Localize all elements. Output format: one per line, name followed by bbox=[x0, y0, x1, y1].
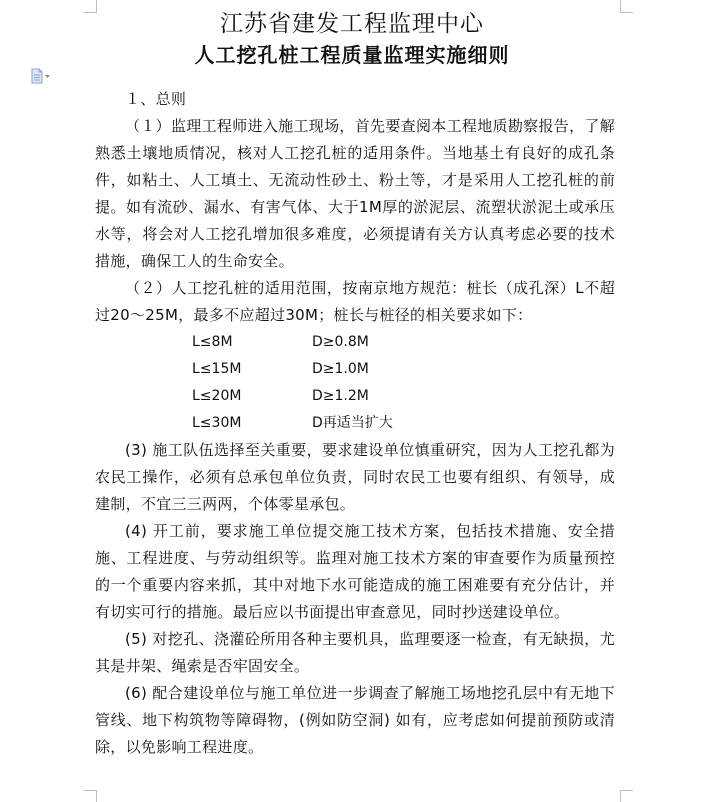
paragraph-6: (6) 配合建设单位与施工单位进一步调查了解施工场地挖孔层中有无地下管线、地下构筑物等障碍物，(例如防空洞) 如有，应考虑如何提前预防或清除，以免影响工程进度。 bbox=[95, 684, 615, 756]
org-title: 江苏省建发工程监理中心 bbox=[220, 11, 484, 37]
requirement-row bbox=[192, 329, 615, 356]
requirement-diameter: D再适当扩大 bbox=[312, 415, 393, 431]
document-body bbox=[95, 86, 615, 761]
requirement-length: L≤30M bbox=[192, 415, 242, 431]
requirement-diameter: D≥1.0M bbox=[312, 361, 369, 377]
requirement-row bbox=[192, 356, 615, 383]
paragraph-4: (4) 开工前，要求施工单位提交施工技术方案，包括技术措施、安全措施、工程进度、与劳动组织等。监理对施工技术方案的审查要作为质量预控的一个重要内容来抓，其中对地下水可能造成的施工困难要有充分估计，并有切实可行的措施。最后应以书面提出审查意见，同时抄送建设单位。 bbox=[95, 522, 615, 621]
paragraph-1: （１）监理工程师进入施工现场，首先要查阅本工程地质勘察报告，了解熟悉土壤地质情况，核对人工挖孔桩的适用条件。当地基土有良好的成孔条件，如粘土、人工填土、无流动性砂土、粉土等，才是采用人工挖孔桩的前提。如有流砂、漏水、有害气体、大于1M厚的淤泥层、流塑状淤泥土或承压水等，将会对人工挖孔增加很多难度，必须提请有关方认真考虑必要的技术措施，确保工人的生命安全。 bbox=[95, 117, 615, 270]
paragraph-3: (3) 施工队伍选择至关重要，要求建设单位慎重研究，因为人工挖孔都为农民工操作，必须有总承包单位负责，同时农民工也要有组织、有领导，成建制，不宜三三两两，个体零星承包。 bbox=[95, 441, 615, 513]
requirement-row bbox=[192, 410, 615, 437]
requirement-diameter: D≥0.8M bbox=[312, 334, 369, 350]
requirement-diameter: D≥1.2M bbox=[312, 388, 369, 404]
length-diameter-requirements bbox=[95, 329, 615, 437]
section-heading: １、总则 bbox=[125, 90, 187, 108]
crop-mark-bottom-left bbox=[84, 790, 97, 802]
requirement-length: L≤8M bbox=[192, 334, 233, 350]
requirement-row bbox=[192, 383, 615, 410]
paragraph-5: (5) 对挖孔、浇灌砼所用各种主要机具，监理要逐一检查，有无缺损，尤其是井架、绳索是否牢固安全。 bbox=[95, 630, 615, 675]
paragraph-2: （２）人工挖孔桩的适用范围，按南京地方规范：桩长（成孔深）L不超过20～25M，最多不应超过30M；桩长与桩径的相关要求如下： bbox=[95, 279, 615, 324]
crop-mark-bottom-right bbox=[620, 790, 633, 802]
requirement-length: L≤20M bbox=[192, 388, 242, 404]
document-title: 人工挖孔桩工程质量监理实施细则 bbox=[194, 43, 510, 67]
document-page-icon[interactable] bbox=[30, 68, 52, 84]
requirement-length: L≤15M bbox=[192, 361, 242, 377]
